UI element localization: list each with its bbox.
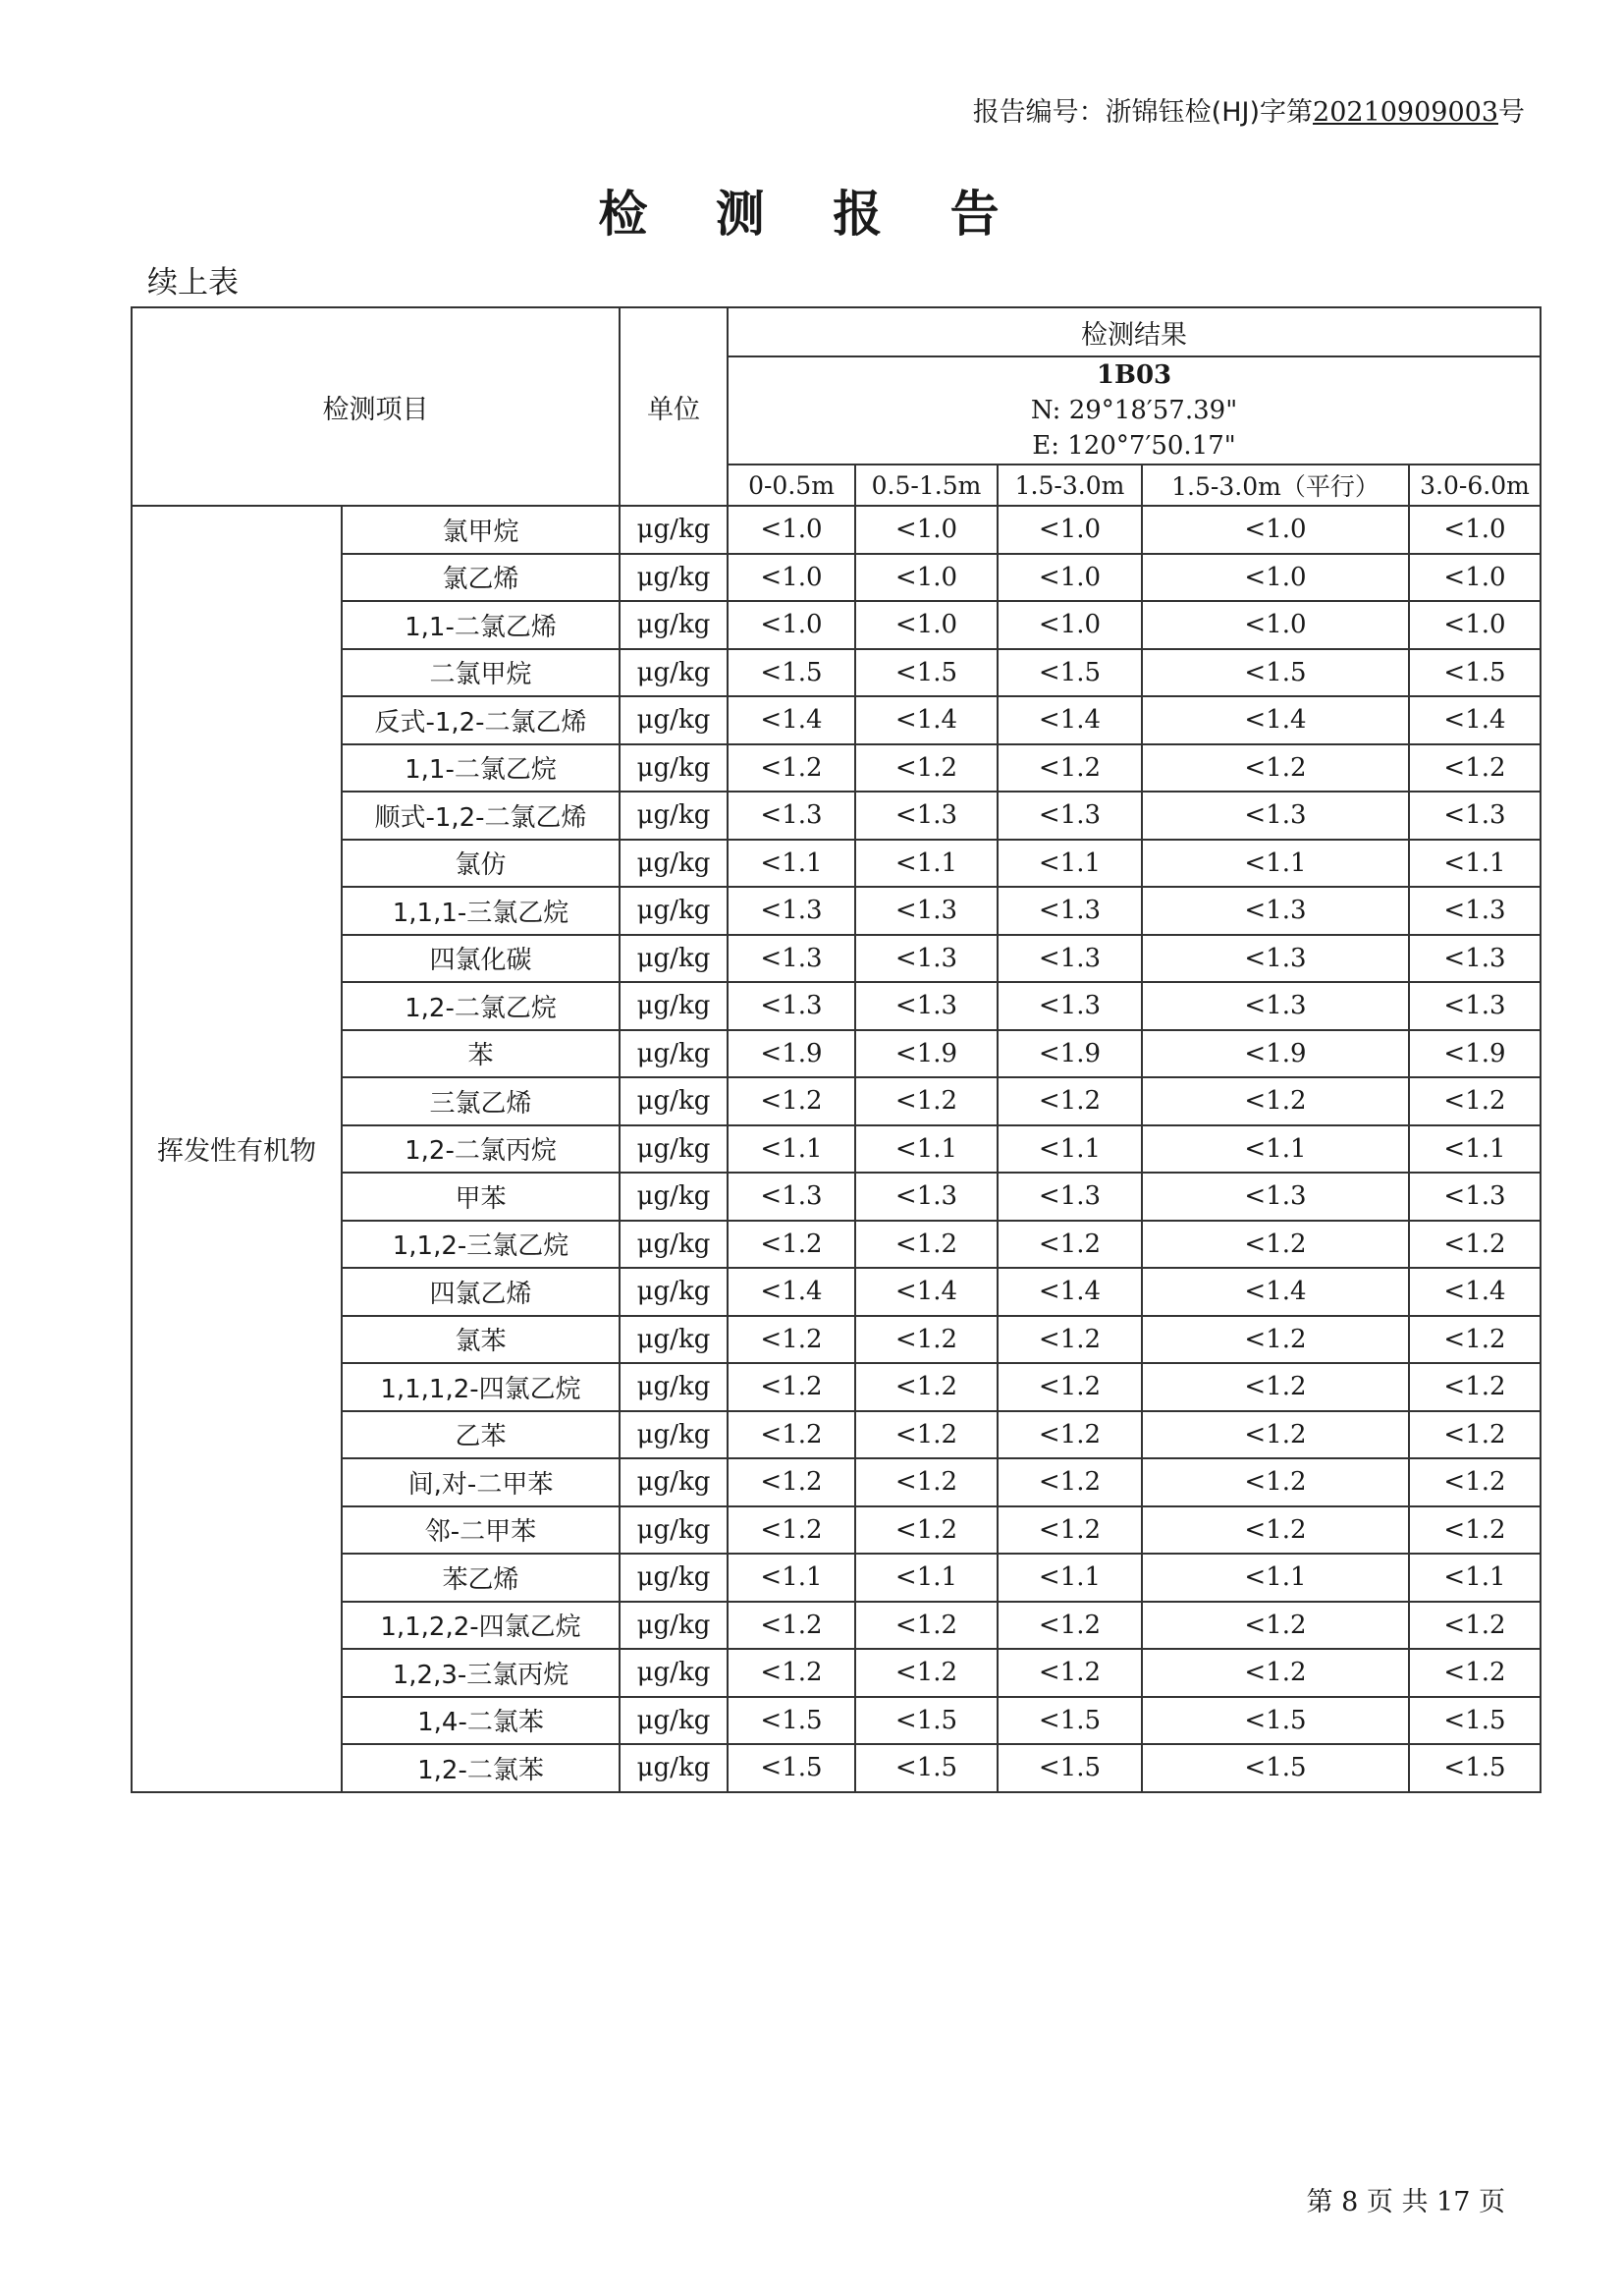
item-unit: μg/kg xyxy=(620,887,728,935)
result-value: <1.0 xyxy=(1409,554,1541,602)
result-value: <1.0 xyxy=(728,554,855,602)
result-value: <1.2 xyxy=(855,744,998,793)
item-unit: μg/kg xyxy=(620,649,728,697)
result-value: <1.9 xyxy=(728,1030,855,1078)
result-value: <1.1 xyxy=(855,1554,998,1602)
item-unit: μg/kg xyxy=(620,1316,728,1364)
depth-header: 0-0.5m xyxy=(728,465,855,506)
result-value: <1.2 xyxy=(998,1602,1142,1650)
result-value: <1.2 xyxy=(1142,1649,1409,1697)
result-value: <1.3 xyxy=(728,887,855,935)
result-value: <1.4 xyxy=(1142,696,1409,744)
results-body xyxy=(132,506,1541,1792)
item-unit: μg/kg xyxy=(620,554,728,602)
result-value: <1.2 xyxy=(1142,1363,1409,1411)
result-value: <1.3 xyxy=(998,935,1142,983)
result-value: <1.3 xyxy=(1409,935,1541,983)
result-value: <1.9 xyxy=(1409,1030,1541,1078)
table-row xyxy=(132,649,1541,697)
result-value: <1.2 xyxy=(1409,1363,1541,1411)
result-value: <1.2 xyxy=(728,1363,855,1411)
result-value: <1.2 xyxy=(728,1316,855,1364)
item-name: 乙苯 xyxy=(342,1411,620,1459)
result-value: <1.3 xyxy=(855,792,998,840)
table-row xyxy=(132,1697,1541,1745)
result-value: <1.4 xyxy=(998,696,1142,744)
result-value: <1.3 xyxy=(998,887,1142,935)
result-value: <1.2 xyxy=(855,1506,998,1555)
result-value: <1.9 xyxy=(1142,1030,1409,1078)
result-value: <1.3 xyxy=(728,1173,855,1221)
table-row xyxy=(132,1744,1541,1792)
result-value: <1.0 xyxy=(728,506,855,554)
result-value: <1.1 xyxy=(998,1125,1142,1174)
result-value: <1.1 xyxy=(1142,840,1409,888)
result-value: <1.2 xyxy=(728,1411,855,1459)
continuation-label: 续上表 xyxy=(147,265,239,301)
table-row xyxy=(132,1030,1541,1078)
table-row xyxy=(132,696,1541,744)
depth-header: 0.5-1.5m xyxy=(855,465,998,506)
result-value: <1.3 xyxy=(998,1173,1142,1221)
item-name: 1,2-二氯乙烷 xyxy=(342,982,620,1030)
result-value: <1.4 xyxy=(855,696,998,744)
result-value: <1.1 xyxy=(1409,840,1541,888)
result-value: <1.2 xyxy=(855,1649,998,1697)
result-value: <1.5 xyxy=(1409,1697,1541,1745)
result-value: <1.2 xyxy=(728,744,855,793)
result-value: <1.5 xyxy=(728,1744,855,1792)
result-value: <1.2 xyxy=(998,1077,1142,1125)
result-value: <1.5 xyxy=(855,649,998,697)
result-value: <1.4 xyxy=(1142,1268,1409,1316)
result-value: <1.2 xyxy=(1142,744,1409,793)
result-value: <1.3 xyxy=(1142,935,1409,983)
result-value: <1.3 xyxy=(998,982,1142,1030)
result-value: <1.1 xyxy=(998,840,1142,888)
table-row xyxy=(132,1506,1541,1555)
result-value: <1.2 xyxy=(728,1506,855,1555)
item-name: 氯苯 xyxy=(342,1316,620,1364)
table-row xyxy=(132,1173,1541,1221)
table-row xyxy=(132,935,1541,983)
header-results: 检测结果 xyxy=(728,307,1541,356)
result-value: <1.2 xyxy=(1409,1458,1541,1506)
result-value: <1.1 xyxy=(855,840,998,888)
result-value: <1.3 xyxy=(728,935,855,983)
table-row xyxy=(132,1554,1541,1602)
category-cell: 挥发性有机物 xyxy=(132,506,342,1792)
item-name: 苯 xyxy=(342,1030,620,1078)
item-unit: μg/kg xyxy=(620,792,728,840)
table-row xyxy=(132,1458,1541,1506)
result-value: <1.2 xyxy=(855,1316,998,1364)
point-id: 1B03 xyxy=(1096,360,1172,390)
item-unit: μg/kg xyxy=(620,840,728,888)
result-value: <1.3 xyxy=(855,1173,998,1221)
result-value: <1.2 xyxy=(728,1221,855,1269)
result-value: <1.1 xyxy=(998,1554,1142,1602)
result-value: <1.9 xyxy=(855,1030,998,1078)
item-name: 三氯乙烯 xyxy=(342,1077,620,1125)
header-point xyxy=(728,356,1541,465)
item-name: 1,2-二氯苯 xyxy=(342,1744,620,1792)
result-value: <1.3 xyxy=(1409,1173,1541,1221)
page-number: 第 8 页 共 17 页 xyxy=(1306,2187,1505,2217)
item-name: 氯仿 xyxy=(342,840,620,888)
item-name: 1,2-二氯丙烷 xyxy=(342,1125,620,1174)
item-unit: μg/kg xyxy=(620,696,728,744)
result-value: <1.2 xyxy=(998,1411,1142,1459)
result-value: <1.5 xyxy=(855,1744,998,1792)
result-value: <1.3 xyxy=(1142,792,1409,840)
result-value: <1.2 xyxy=(998,1316,1142,1364)
table-row xyxy=(132,506,1541,554)
item-name: 1,1,1,2-四氯乙烷 xyxy=(342,1363,620,1411)
report-number-value: 20210909003 xyxy=(1313,97,1498,128)
result-value: <1.4 xyxy=(728,696,855,744)
result-value: <1.2 xyxy=(1409,1221,1541,1269)
table-row xyxy=(132,792,1541,840)
item-unit: μg/kg xyxy=(620,1077,728,1125)
result-value: <1.4 xyxy=(1409,696,1541,744)
result-value: <1.2 xyxy=(1409,1649,1541,1697)
point-longitude: E: 120°7′50.17" xyxy=(1032,431,1236,461)
result-value: <1.2 xyxy=(855,1411,998,1459)
item-name: 1,4-二氯苯 xyxy=(342,1697,620,1745)
table-row xyxy=(132,1125,1541,1174)
depth-header: 1.5-3.0m xyxy=(998,465,1142,506)
result-value: <1.2 xyxy=(998,1221,1142,1269)
result-value: <1.2 xyxy=(1142,1411,1409,1459)
result-value: <1.2 xyxy=(1409,1602,1541,1650)
item-name: 1,1-二氯乙烯 xyxy=(342,601,620,649)
item-unit: μg/kg xyxy=(620,1125,728,1174)
result-value: <1.5 xyxy=(1142,1744,1409,1792)
item-unit: μg/kg xyxy=(620,744,728,793)
result-value: <1.2 xyxy=(728,1077,855,1125)
item-unit: μg/kg xyxy=(620,1363,728,1411)
report-number-label: 报告编号：浙锦钰检(HJ)字第 xyxy=(972,97,1314,128)
result-value: <1.0 xyxy=(728,601,855,649)
table-row xyxy=(132,1411,1541,1459)
item-name: 邻-二甲苯 xyxy=(342,1506,620,1555)
result-value: <1.2 xyxy=(998,1649,1142,1697)
table-row xyxy=(132,1077,1541,1125)
result-value: <1.3 xyxy=(855,887,998,935)
item-name: 顺式-1,2-二氯乙烯 xyxy=(342,792,620,840)
result-value: <1.4 xyxy=(1409,1268,1541,1316)
result-value: <1.5 xyxy=(1142,1697,1409,1745)
table-row xyxy=(132,982,1541,1030)
result-value: <1.5 xyxy=(1142,649,1409,697)
result-value: <1.4 xyxy=(998,1268,1142,1316)
result-value: <1.3 xyxy=(1142,1173,1409,1221)
result-value: <1.3 xyxy=(1409,792,1541,840)
item-unit: μg/kg xyxy=(620,506,728,554)
table-row xyxy=(132,1268,1541,1316)
result-value: <1.1 xyxy=(855,1125,998,1174)
results-table xyxy=(131,306,1542,1793)
result-value: <1.5 xyxy=(1409,1744,1541,1792)
result-value: <1.0 xyxy=(855,601,998,649)
result-value: <1.3 xyxy=(998,792,1142,840)
table-row xyxy=(132,887,1541,935)
result-value: <1.5 xyxy=(998,1744,1142,1792)
result-value: <1.9 xyxy=(998,1030,1142,1078)
item-unit: μg/kg xyxy=(620,1554,728,1602)
item-unit: μg/kg xyxy=(620,601,728,649)
result-value: <1.2 xyxy=(998,1458,1142,1506)
result-value: <1.2 xyxy=(1409,1506,1541,1555)
item-name: 甲苯 xyxy=(342,1173,620,1221)
result-value: <1.3 xyxy=(855,982,998,1030)
result-value: <1.4 xyxy=(855,1268,998,1316)
result-value: <1.4 xyxy=(728,1268,855,1316)
result-value: <1.0 xyxy=(1409,601,1541,649)
depth-header: 1.5-3.0m（平行） xyxy=(1142,465,1409,506)
result-value: <1.2 xyxy=(728,1602,855,1650)
result-value: <1.5 xyxy=(1409,649,1541,697)
result-value: <1.2 xyxy=(1142,1458,1409,1506)
result-value: <1.1 xyxy=(728,1554,855,1602)
item-name: 1,1-二氯乙烷 xyxy=(342,744,620,793)
item-name: 氯乙烯 xyxy=(342,554,620,602)
item-unit: μg/kg xyxy=(620,935,728,983)
report-number-line xyxy=(973,90,1525,129)
result-value: <1.1 xyxy=(1142,1125,1409,1174)
result-value: <1.2 xyxy=(998,1363,1142,1411)
result-value: <1.0 xyxy=(1409,506,1541,554)
result-value: <1.3 xyxy=(728,982,855,1030)
result-value: <1.3 xyxy=(728,792,855,840)
item-unit: μg/kg xyxy=(620,1649,728,1697)
result-value: <1.1 xyxy=(728,840,855,888)
result-value: <1.0 xyxy=(855,554,998,602)
item-name: 四氯化碳 xyxy=(342,935,620,983)
item-unit: μg/kg xyxy=(620,1268,728,1316)
item-name: 间,对-二甲苯 xyxy=(342,1458,620,1506)
result-value: <1.2 xyxy=(1409,1411,1541,1459)
result-value: <1.2 xyxy=(1142,1316,1409,1364)
result-value: <1.2 xyxy=(1409,1316,1541,1364)
result-value: <1.2 xyxy=(1142,1077,1409,1125)
result-value: <1.3 xyxy=(1142,887,1409,935)
result-value: <1.2 xyxy=(1142,1602,1409,1650)
table-row xyxy=(132,554,1541,602)
header-unit: 单位 xyxy=(620,307,728,506)
table-row xyxy=(132,1363,1541,1411)
item-name: 氯甲烷 xyxy=(342,506,620,554)
result-value: <1.5 xyxy=(855,1697,998,1745)
result-value: <1.3 xyxy=(855,935,998,983)
result-value: <1.1 xyxy=(1142,1554,1409,1602)
result-value: <1.2 xyxy=(855,1458,998,1506)
result-value: <1.1 xyxy=(1409,1125,1541,1174)
result-value: <1.3 xyxy=(1409,887,1541,935)
table-row xyxy=(132,1316,1541,1364)
result-value: <1.3 xyxy=(1142,982,1409,1030)
result-value: <1.2 xyxy=(998,744,1142,793)
result-value: <1.2 xyxy=(855,1077,998,1125)
item-unit: μg/kg xyxy=(620,1411,728,1459)
header-item: 检测项目 xyxy=(132,307,620,506)
item-unit: μg/kg xyxy=(620,1458,728,1506)
result-value: <1.0 xyxy=(1142,554,1409,602)
table-row xyxy=(132,744,1541,793)
result-value: <1.5 xyxy=(998,649,1142,697)
table-row xyxy=(132,1602,1541,1650)
result-value: <1.0 xyxy=(998,554,1142,602)
item-name: 1,1,2-三氯乙烷 xyxy=(342,1221,620,1269)
result-value: <1.2 xyxy=(855,1221,998,1269)
page-title: 检 测 报 告 xyxy=(598,186,1025,243)
item-name: 四氯乙烯 xyxy=(342,1268,620,1316)
result-value: <1.1 xyxy=(1409,1554,1541,1602)
item-name: 二氯甲烷 xyxy=(342,649,620,697)
result-value: <1.5 xyxy=(998,1697,1142,1745)
result-value: <1.1 xyxy=(728,1125,855,1174)
result-value: <1.2 xyxy=(998,1506,1142,1555)
item-name: 1,1,2,2-四氯乙烷 xyxy=(342,1602,620,1650)
table-row xyxy=(132,1649,1541,1697)
item-name: 1,1,1-三氯乙烷 xyxy=(342,887,620,935)
item-unit: μg/kg xyxy=(620,982,728,1030)
result-value: <1.0 xyxy=(1142,601,1409,649)
item-unit: μg/kg xyxy=(620,1744,728,1792)
item-unit: μg/kg xyxy=(620,1602,728,1650)
report-number-suffix: 号 xyxy=(1498,97,1525,128)
table-row xyxy=(132,1221,1541,1269)
item-unit: μg/kg xyxy=(620,1697,728,1745)
table-row xyxy=(132,601,1541,649)
result-value: <1.2 xyxy=(1409,744,1541,793)
result-value: <1.0 xyxy=(855,506,998,554)
point-latitude: N: 29°18′57.39" xyxy=(1030,396,1238,425)
result-value: <1.0 xyxy=(998,506,1142,554)
result-value: <1.2 xyxy=(855,1602,998,1650)
item-unit: μg/kg xyxy=(620,1030,728,1078)
item-unit: μg/kg xyxy=(620,1506,728,1555)
table-row xyxy=(132,840,1541,888)
item-name: 苯乙烯 xyxy=(342,1554,620,1602)
result-value: <1.2 xyxy=(855,1363,998,1411)
depth-header: 3.0-6.0m xyxy=(1409,465,1541,506)
result-value: <1.2 xyxy=(1409,1077,1541,1125)
result-value: <1.2 xyxy=(1142,1506,1409,1555)
item-unit: μg/kg xyxy=(620,1173,728,1221)
result-value: <1.5 xyxy=(728,649,855,697)
result-value: <1.2 xyxy=(728,1458,855,1506)
result-value: <1.0 xyxy=(1142,506,1409,554)
result-value: <1.0 xyxy=(998,601,1142,649)
item-name: 反式-1,2-二氯乙烯 xyxy=(342,696,620,744)
result-value: <1.2 xyxy=(1142,1221,1409,1269)
result-value: <1.5 xyxy=(728,1697,855,1745)
item-unit: μg/kg xyxy=(620,1221,728,1269)
result-value: <1.2 xyxy=(728,1649,855,1697)
result-value: <1.3 xyxy=(1409,982,1541,1030)
item-name: 1,2,3-三氯丙烷 xyxy=(342,1649,620,1697)
